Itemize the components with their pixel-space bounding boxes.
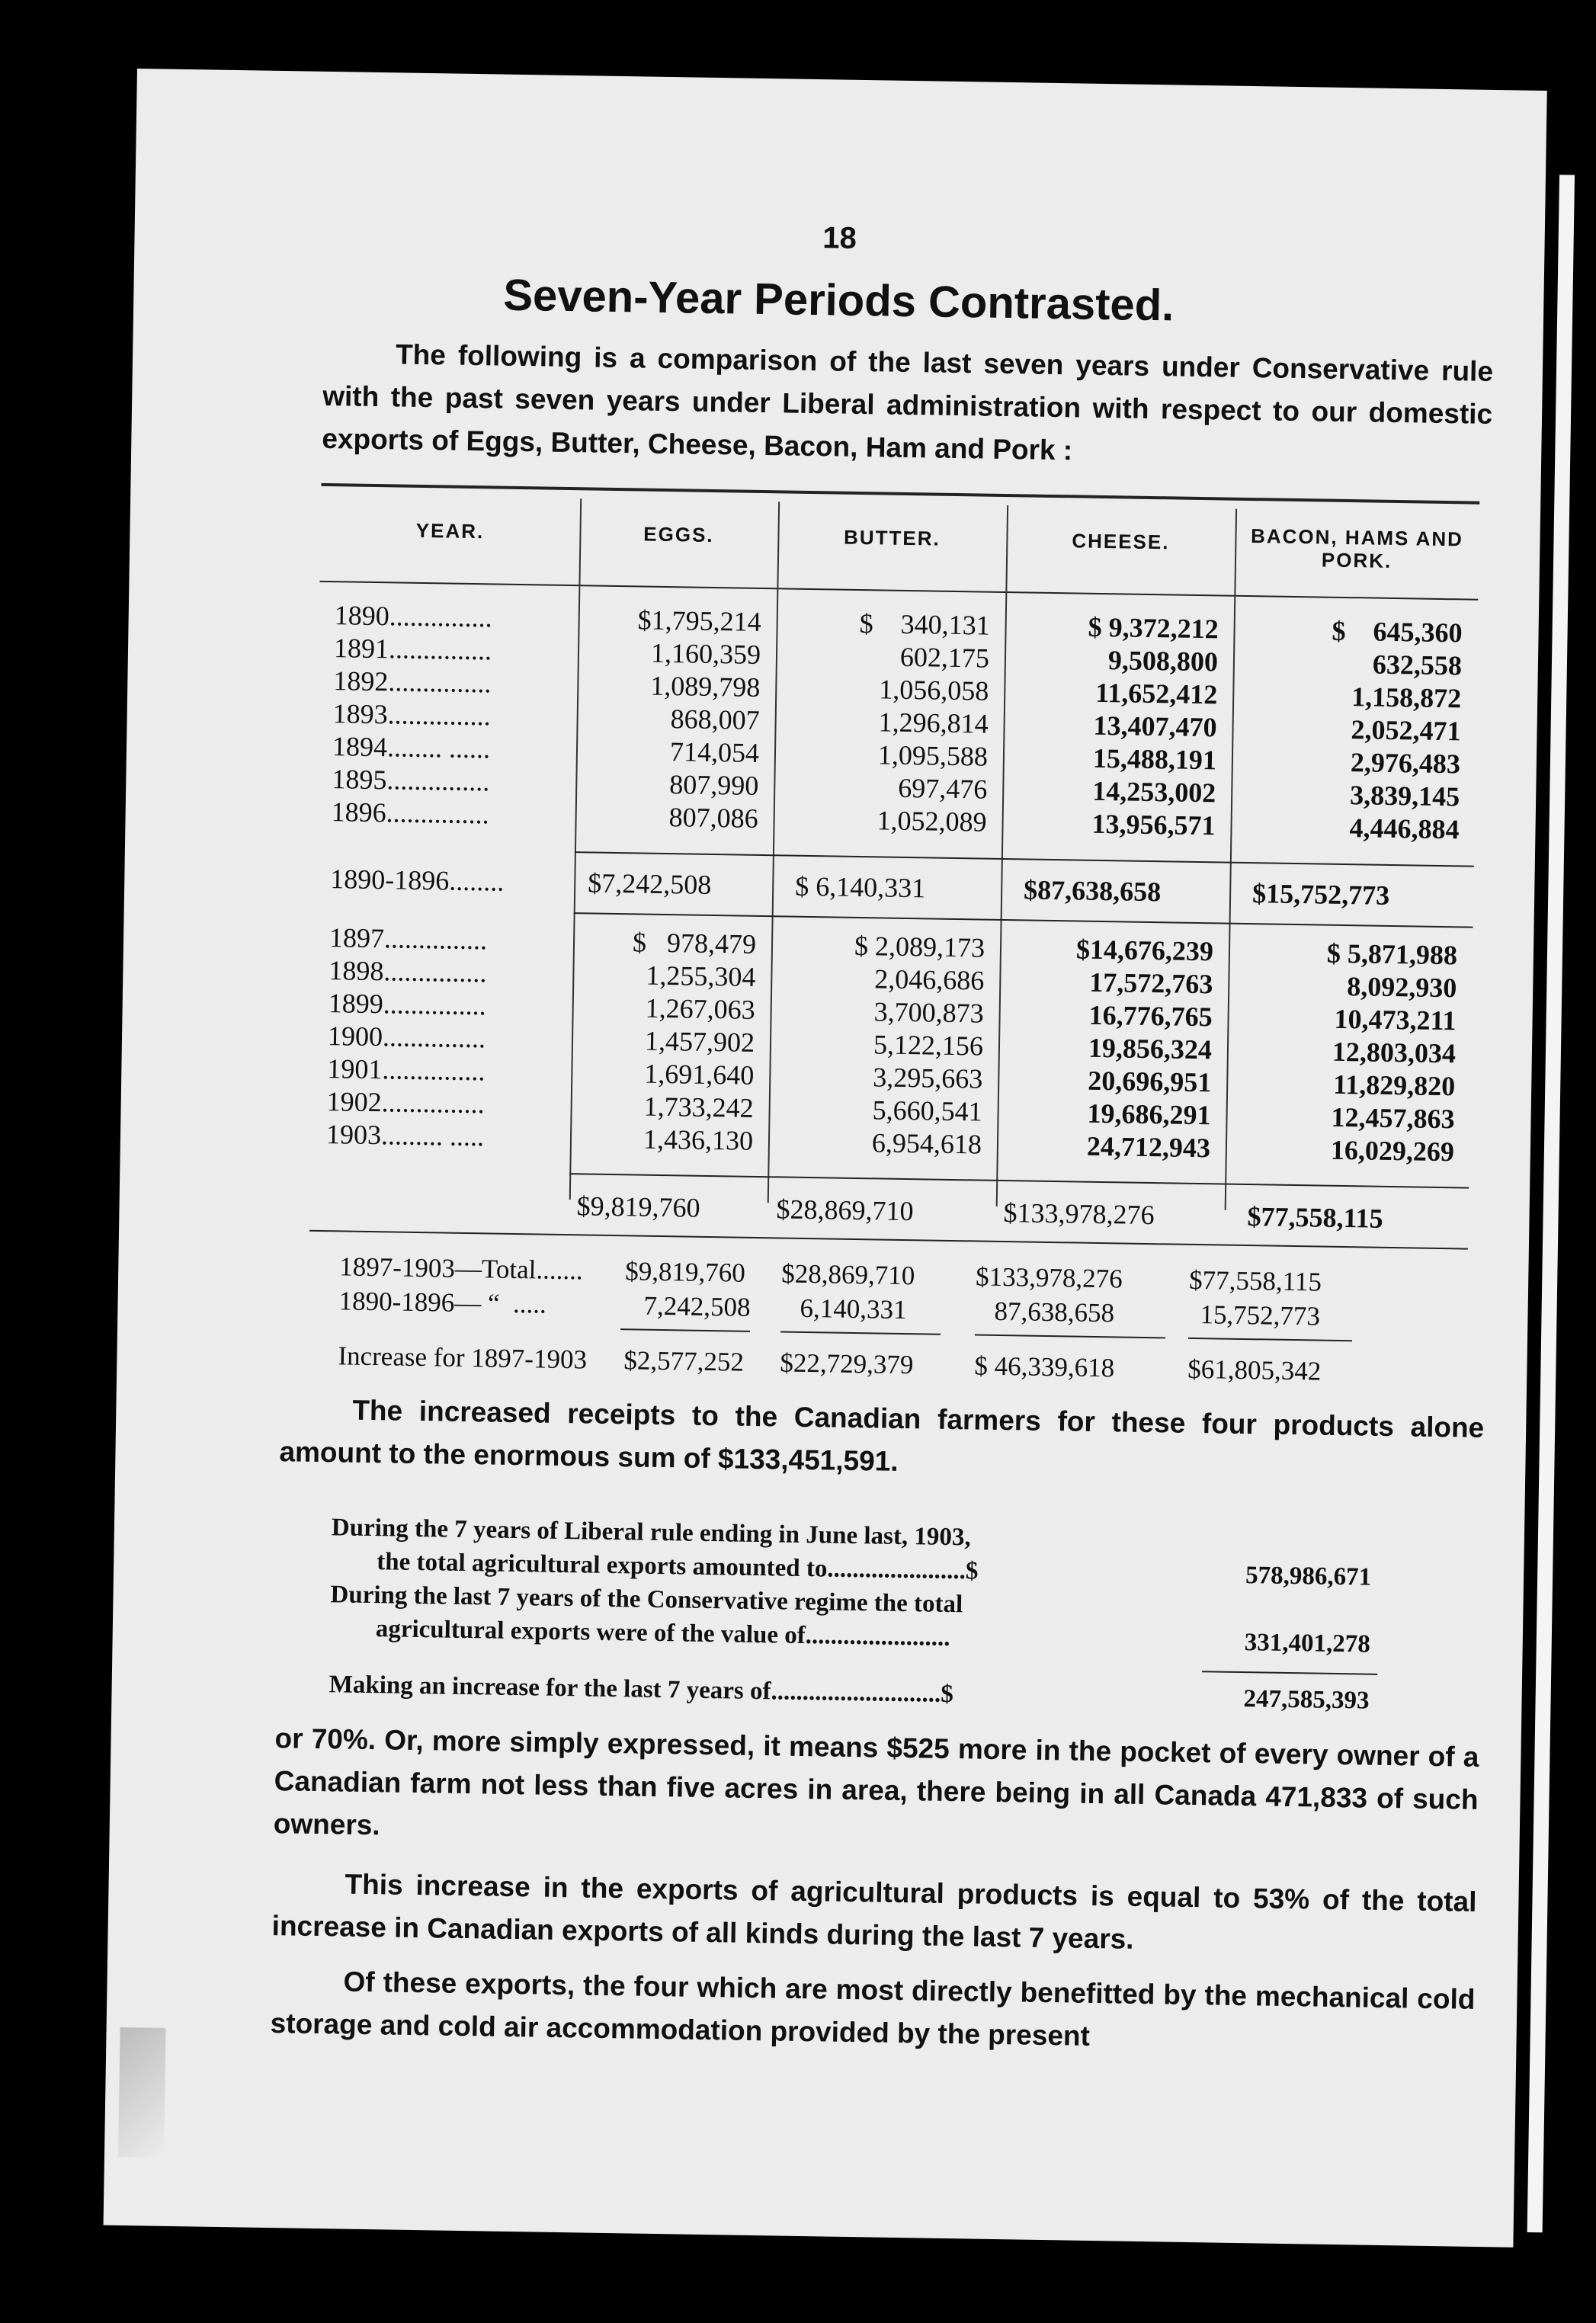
period1-butter-total: $ 6,140,331: [794, 870, 926, 904]
net-increase-line: Making an increase for the last 7 years of...........................$: [328, 1671, 954, 1709]
conservative-exports-line-1: During the last 7 years of the Conservative regime the total: [330, 1581, 963, 1619]
header-eggs: EGGS.: [643, 522, 714, 546]
summary-row-conservative-cheese: 87,638,658: [994, 1296, 1115, 1328]
butter-cell: $ 2,089,173: [854, 930, 985, 963]
summary-row-liberal-label: 1897-1903—Total.......: [339, 1251, 583, 1286]
eggs-cell: 714,054: [669, 736, 760, 768]
summary-row-liberal-bacon: $77,558,115: [1188, 1264, 1322, 1297]
butter-cell: 1,095,588: [877, 739, 989, 772]
stats-sum-rule: [1202, 1671, 1377, 1675]
year-cell: 1899...............: [328, 988, 487, 1021]
summary-row-liberal-cheese: $133,978,276: [975, 1261, 1123, 1294]
header-year: YEAR.: [415, 518, 485, 543]
butter-cell: 697,476: [897, 772, 988, 805]
eggs-cell: 1,160,359: [650, 637, 761, 670]
butter-cell: 1,296,814: [878, 707, 989, 739]
document-page: [104, 69, 1547, 2248]
period1-bottom-rule: [574, 912, 1473, 928]
eggs-cell: $1,795,214: [637, 604, 762, 637]
cheese-cell: $ 9,372,212: [1088, 611, 1219, 645]
conservative-exports-value: 331,401,278: [1244, 1629, 1371, 1658]
period1-cheese-total: $87,638,658: [1023, 874, 1162, 908]
cheese-cell: 16,776,765: [1088, 999, 1213, 1033]
bacon-cell: 2,052,471: [1351, 714, 1461, 747]
header-bacon: BACON, HAMS AND PORK.: [1250, 524, 1464, 572]
year-cell: 1890...............: [334, 600, 493, 633]
year-cell: 1895...............: [332, 764, 490, 797]
header-bottom-rule: [319, 581, 1478, 601]
year-cell: 1898...............: [328, 955, 487, 988]
cheese-cell: 20,696,951: [1087, 1065, 1212, 1098]
table-top-rule: [321, 483, 1479, 505]
bacon-cell: $ 645,360: [1332, 615, 1463, 649]
conservative-exports-line-2: agricultural exports were of the value of.......................: [375, 1615, 950, 1652]
cheese-cell: $14,676,239: [1075, 934, 1214, 967]
butter-cell: 5,122,156: [873, 1029, 984, 1062]
cheese-cell: 13,956,571: [1091, 808, 1216, 841]
page-title: Seven-Year Periods Contrasted.: [502, 270, 1175, 331]
cheese-cell: 19,856,324: [1088, 1032, 1213, 1065]
cheese-cell: 15,488,191: [1092, 742, 1217, 776]
summary-row-increase-label: Increase for 1897-1903: [338, 1341, 588, 1375]
eggs-cell: 807,990: [669, 769, 759, 801]
cheese-cell: 9,508,800: [1107, 645, 1219, 678]
year-cell: 1902...............: [326, 1086, 486, 1120]
scan-artifact: [118, 2027, 166, 2158]
year-cell: 1901...............: [327, 1053, 486, 1087]
net-increase-value: 247,585,393: [1243, 1685, 1370, 1715]
summary-row-conservative-butter: 6,140,331: [800, 1293, 907, 1325]
intro-paragraph: The following is a comparison of the last seven years under Conservative rule with the past seven years under Liberal administration with respect to our domestic exports of Eggs, Butter, Cheese, Bacon, Ham and Pork :: [322, 338, 1494, 466]
period2-butter-total: $28,869,710: [776, 1194, 914, 1227]
summary-row-increase-butter: $22,729,379: [780, 1347, 914, 1380]
butter-cell: 5,660,541: [872, 1094, 982, 1127]
cheese-cell: 11,652,412: [1094, 677, 1218, 710]
bacon-cell: 12,457,863: [1331, 1101, 1455, 1135]
eggs-cell: 1,733,242: [643, 1091, 754, 1123]
cheese-cell: 13,407,470: [1093, 710, 1217, 743]
bacon-cell: 2,976,483: [1350, 747, 1461, 780]
liberal-exports-line-2: the total agricultural exports amounted to......................$: [376, 1548, 979, 1585]
summary-row-liberal-butter: $28,869,710: [780, 1258, 915, 1291]
eggs-cell: 868,007: [670, 703, 760, 735]
butter-cell: 3,700,873: [873, 996, 984, 1029]
cold-storage-paragraph: Of these exports, the four which are most directly benefitted by the mechanical cold storage and cold air accommodation provided by the present: [270, 1966, 1476, 2052]
eggs-cell: 807,086: [668, 802, 758, 834]
summary-row-increase-cheese: $ 46,339,618: [974, 1351, 1115, 1383]
summary-row-liberal-eggs: $9,819,760: [624, 1256, 746, 1288]
eggs-cell: 1,255,304: [646, 960, 756, 992]
bacon-cell: 1,158,872: [1351, 681, 1462, 714]
butter-cell: $ 340,131: [859, 607, 990, 641]
cheese-cell: 17,572,763: [1089, 966, 1213, 1000]
bacon-cell: 632,558: [1372, 649, 1463, 681]
period1-total-rule: [575, 851, 1474, 867]
next-page-edge: [1527, 175, 1575, 2232]
bacon-cell: 3,839,145: [1349, 780, 1460, 812]
year-cell: 1891...............: [333, 633, 492, 666]
bacon-cell: 10,473,211: [1334, 1003, 1457, 1037]
butter-cell: 602,175: [899, 641, 990, 674]
year-cell: 1894........ ......: [332, 731, 491, 764]
year-cell: 1896...............: [331, 796, 490, 830]
period2-total-rule: [569, 1173, 1469, 1189]
year-cell: 1892...............: [333, 665, 492, 699]
header-butter: BUTTER.: [843, 525, 941, 550]
period1-eggs-total: $7,242,508: [587, 867, 712, 900]
summary-row-increase-eggs: $2,577,252: [623, 1345, 745, 1377]
bacon-cell: 4,446,884: [1349, 812, 1460, 845]
bacon-cell: 16,029,269: [1330, 1134, 1455, 1168]
liberal-exports-value: 578,986,671: [1245, 1562, 1372, 1591]
per-farm-paragraph: or 70%. Or, more simply expressed, it means $525 more in the pocket of every owner of a Canadian farm not less than five acres in area, there being in all Canada 471,833 of such owners.: [273, 1722, 1479, 1841]
butter-cell: 6,954,618: [871, 1127, 982, 1160]
butter-cell: 3,295,663: [873, 1062, 983, 1094]
period2-cheese-total: $133,978,276: [1003, 1197, 1155, 1231]
year-cell: 1897...............: [328, 922, 488, 956]
eggs-cell: 1,691,640: [644, 1058, 755, 1091]
eggs-cell: 1,436,130: [643, 1123, 754, 1156]
cheese-cell: 14,253,002: [1091, 775, 1216, 809]
eggs-cell: 1,089,798: [650, 670, 761, 703]
eggs-cell: 1,267,063: [645, 992, 756, 1025]
increase-paragraph: The increased receipts to the Canadian farmers for these four products alone amount to the enormous sum of $133,451,591.: [279, 1394, 1485, 1477]
bacon-cell: 12,803,034: [1332, 1036, 1457, 1069]
bacon-cell: 8,092,930: [1346, 971, 1457, 1004]
bacon-cell: $ 5,871,988: [1326, 937, 1458, 971]
summary-row-conservative-eggs: 7,242,508: [643, 1290, 751, 1322]
period1-bacon-total: $15,752,773: [1251, 878, 1390, 911]
summary-rule-cheese: [975, 1334, 1165, 1338]
summary-rule-eggs: [620, 1328, 750, 1332]
page-number: 18: [822, 221, 857, 255]
period2-eggs-total: $9,819,760: [576, 1190, 700, 1223]
year-cell: 1903......... .....: [325, 1119, 485, 1152]
butter-cell: 2,046,686: [874, 963, 985, 996]
summary-rule-bacon: [1188, 1338, 1352, 1341]
cheese-cell: 19,686,291: [1087, 1097, 1211, 1131]
bacon-cell: 11,829,820: [1332, 1069, 1456, 1102]
header-cheese: CHEESE.: [1072, 529, 1170, 554]
year-cell: 1900...............: [327, 1021, 486, 1054]
eggs-cell: $ 978,479: [632, 927, 757, 960]
export-share-paragraph: This increase in the exports of agricultural products is equal to 53% of the total increase in Canadian exports of all kinds during the last 7 years.: [271, 1868, 1477, 1955]
eggs-cell: 1,457,902: [644, 1025, 755, 1058]
year-cell: 1893...............: [332, 698, 492, 732]
summary-row-increase-bacon: $61,805,342: [1187, 1354, 1322, 1386]
period1-total-label: 1890-1896........: [330, 864, 505, 897]
butter-cell: 1,052,089: [877, 805, 987, 838]
period2-bacon-total: $77,558,115: [1247, 1201, 1383, 1234]
summary-row-conservative-bacon: 15,752,773: [1200, 1299, 1321, 1331]
summary-row-conservative-label: 1890-1896— “ .....: [338, 1286, 547, 1319]
liberal-exports-line-1: During the 7 years of Liberal rule ending in June last, 1903,: [331, 1514, 971, 1552]
summary-rule-butter: [780, 1331, 941, 1335]
cheese-cell: 24,712,943: [1086, 1130, 1211, 1164]
butter-cell: 1,056,058: [879, 674, 989, 707]
